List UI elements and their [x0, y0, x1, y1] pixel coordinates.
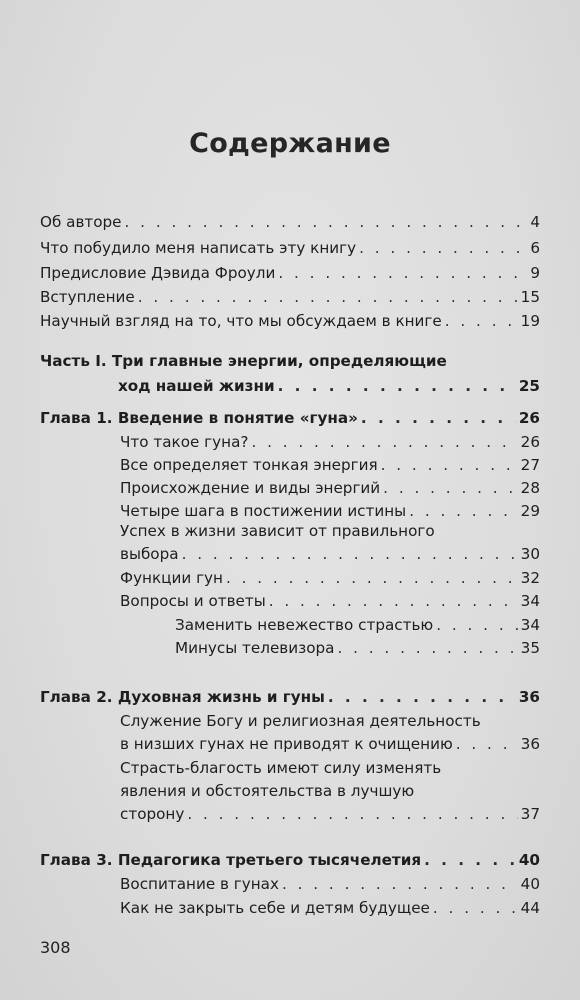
- toc-entry-page: 4: [530, 213, 540, 231]
- subsection-text: Заменить невежество страстью: [175, 616, 434, 634]
- part-heading-page: 25: [518, 377, 540, 395]
- section-page: 44: [520, 899, 540, 917]
- section-text: в низших гунах не приводят к очищению: [120, 735, 453, 753]
- chapter-heading[interactable]: [40, 683, 540, 707]
- leader-dots: [251, 432, 517, 452]
- leader-dots: [436, 615, 517, 635]
- toc-entry-page: 6: [530, 239, 540, 257]
- page-number: 308: [40, 938, 71, 957]
- leader-dots: [138, 287, 518, 307]
- chapter-heading[interactable]: [40, 404, 540, 428]
- leader-dots: [381, 455, 518, 475]
- leader-dots: [409, 501, 517, 521]
- toc-section[interactable]: [120, 428, 540, 452]
- toc-section[interactable]: [120, 497, 540, 521]
- chapter-page: 36: [518, 688, 540, 706]
- section-text: Четыре шага в постижении истины: [120, 502, 407, 520]
- leader-dots: [182, 544, 518, 564]
- toc-section[interactable]: [120, 730, 540, 754]
- leader-dots: [359, 238, 527, 258]
- toc-section[interactable]: [120, 894, 540, 918]
- section-page: 37: [520, 805, 540, 823]
- section-text-line1: Страсть-благость имеют силу изменять: [120, 759, 442, 777]
- section-page: 36: [520, 735, 540, 753]
- subsection-page: 35: [520, 639, 540, 657]
- toc-section[interactable]: [120, 540, 540, 564]
- leader-dots: [456, 734, 518, 754]
- toc-section[interactable]: [120, 800, 540, 824]
- chapter-page: 40: [518, 851, 540, 869]
- chapter-page: 26: [518, 409, 540, 427]
- section-text: Вопросы и ответы: [120, 592, 266, 610]
- section-page: 29: [520, 502, 540, 520]
- section-page: 28: [520, 479, 540, 497]
- part-heading-text: ход нашей жизни: [118, 377, 275, 395]
- leader-dots: [361, 408, 516, 428]
- leader-dots: [424, 850, 516, 870]
- section-text-line1: Успех в жизни зависит от правильного: [120, 522, 435, 540]
- section-page: 40: [520, 875, 540, 893]
- section-page: 34: [520, 592, 540, 610]
- toc-subsection[interactable]: [175, 611, 540, 635]
- toc-section[interactable]: [120, 587, 540, 611]
- toc-entry-text: Что побудило меня написать эту книгу: [40, 239, 357, 257]
- toc-entry-text: Научный взгляд на то, что мы обсуждаем в книге: [40, 312, 442, 330]
- toc-entry[interactable]: [40, 234, 540, 258]
- section-text: Что такое гуна?: [120, 433, 249, 451]
- leader-dots: [278, 376, 516, 396]
- section-text: Воспитание в гунах: [120, 875, 279, 893]
- section-text: выбора: [120, 545, 179, 563]
- leader-dots: [278, 263, 527, 283]
- leader-dots: [125, 212, 528, 232]
- chapter-title: Глава 2. Духовная жизнь и гуны: [40, 688, 325, 706]
- toc-entry[interactable]: [40, 208, 540, 232]
- leader-dots: [328, 687, 516, 707]
- leader-dots: [187, 804, 517, 824]
- section-page: 26: [520, 433, 540, 451]
- section-page: 30: [520, 545, 540, 563]
- section-page: 32: [520, 569, 540, 587]
- toc-section[interactable]: [120, 870, 540, 894]
- toc-subsection[interactable]: [175, 634, 540, 658]
- section-text: Все определяет тонкая энергия: [120, 456, 378, 474]
- toc-entry-text: Об авторе: [40, 213, 122, 231]
- section-text-line2: явления и обстоятельства в лучшую: [120, 782, 415, 800]
- section-text: Функции гун: [120, 569, 223, 587]
- section-text: Происхождение и виды энергий: [120, 479, 381, 497]
- toc-section[interactable]: [120, 474, 540, 498]
- toc-entry-page: 19: [520, 312, 540, 330]
- part-heading[interactable]: [118, 372, 540, 396]
- subsection-page: 34: [520, 616, 540, 634]
- toc-entry[interactable]: [40, 307, 540, 331]
- toc-entry-page: 15: [520, 288, 540, 306]
- chapter-title: Глава 3. Педагогика третьего тысячелетия: [40, 851, 422, 869]
- chapter-title: Глава 1. Введение в понятие «гуна»: [40, 409, 358, 427]
- part-heading-line1: Часть I. Три главные энергии, определяющие: [40, 352, 447, 370]
- leader-dots: [282, 874, 518, 894]
- section-page: 27: [520, 456, 540, 474]
- toc-entry[interactable]: [40, 283, 540, 307]
- page-title: Содержание: [189, 128, 391, 159]
- section-text: сторону: [120, 805, 185, 823]
- section-text-line1: Служение Богу и религиозная деятельность: [120, 712, 481, 730]
- toc-section[interactable]: [120, 451, 540, 475]
- toc-entry-page: 9: [530, 264, 540, 282]
- leader-dots: [383, 478, 518, 498]
- chapter-heading[interactable]: [40, 846, 540, 870]
- leader-dots: [433, 898, 518, 918]
- leader-dots: [226, 568, 518, 588]
- toc-entry-text: Предисловие Дэвида Фроули: [40, 264, 276, 282]
- toc-section[interactable]: [120, 564, 540, 588]
- leader-dots: [269, 591, 518, 611]
- toc-entry-text: Вступление: [40, 288, 135, 306]
- leader-dots: [445, 311, 518, 331]
- leader-dots: [337, 638, 517, 658]
- section-text: Как не закрыть себе и детям будущее: [120, 899, 430, 917]
- subsection-text: Минусы телевизора: [175, 639, 335, 657]
- toc-entry[interactable]: [40, 259, 540, 283]
